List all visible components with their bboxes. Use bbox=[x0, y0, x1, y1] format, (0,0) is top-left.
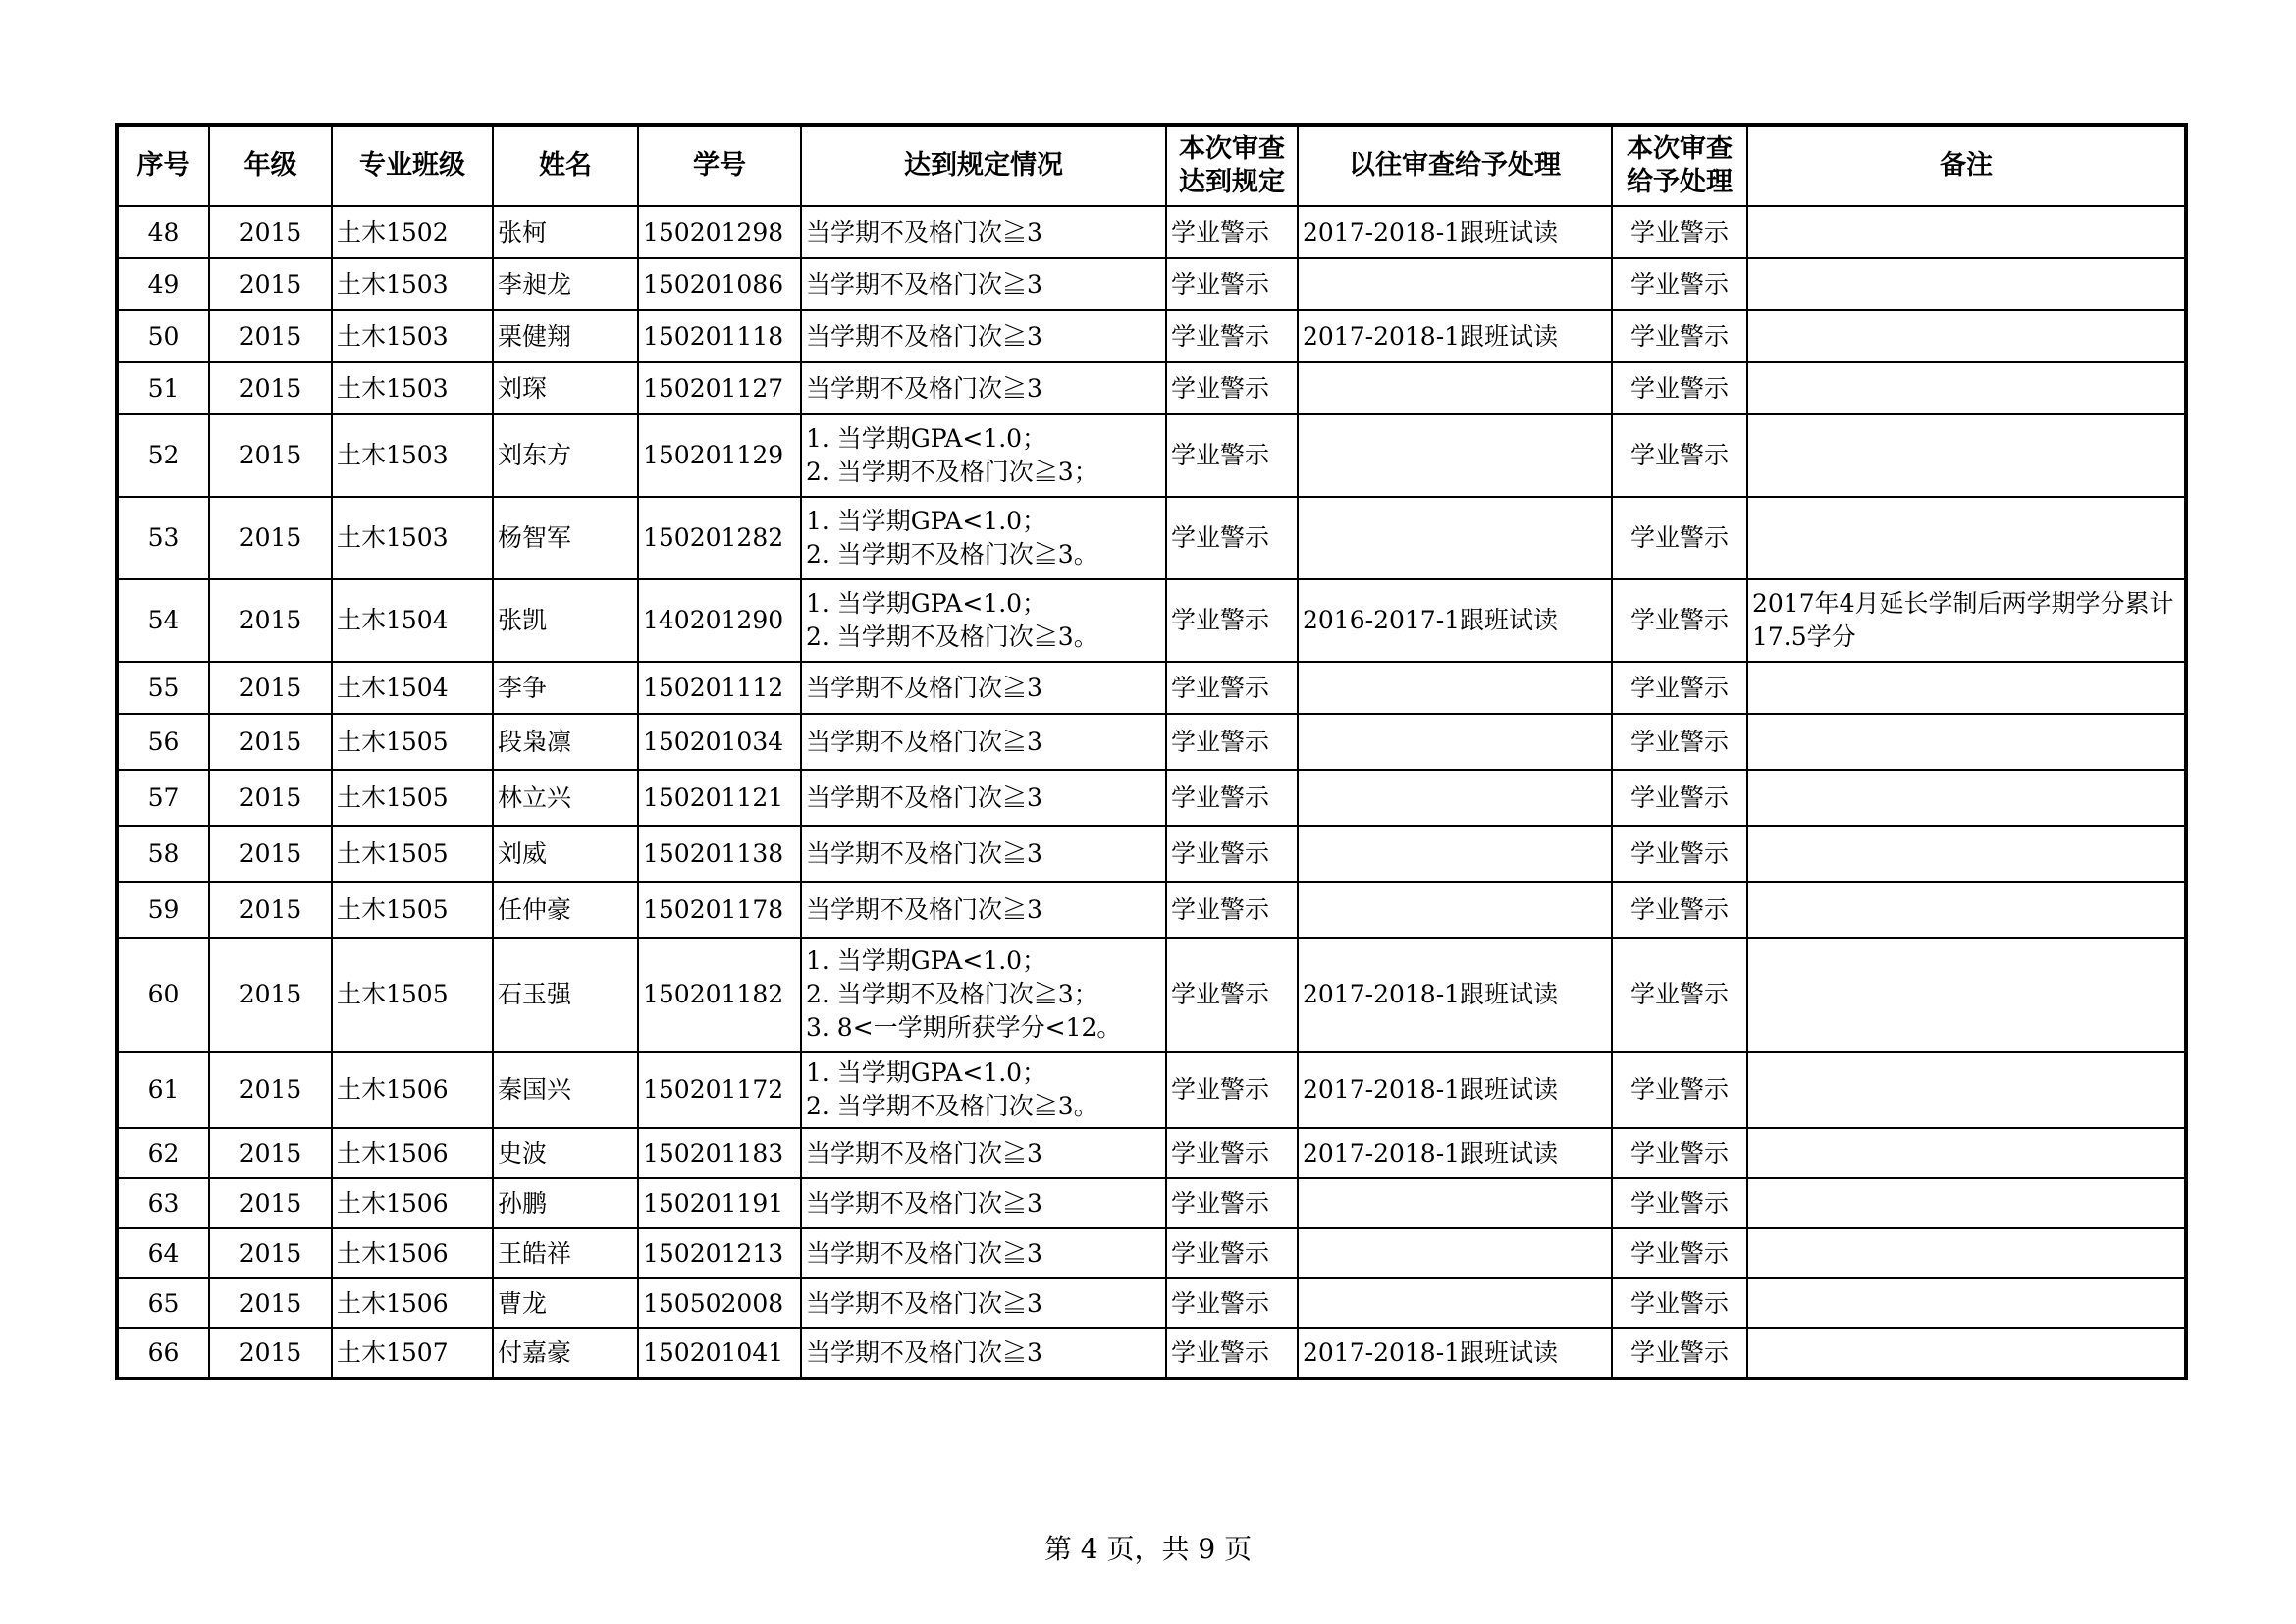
cell-current-action: 学业警示 bbox=[1612, 882, 1747, 938]
cell-current-met: 学业警示 bbox=[1166, 826, 1298, 882]
cell-current-met: 学业警示 bbox=[1166, 206, 1298, 258]
cell-previous-action: 2016-2017-1跟班试读 bbox=[1298, 579, 1612, 662]
cell-name: 张凯 bbox=[493, 579, 638, 662]
table-row bbox=[117, 310, 2186, 362]
table-row bbox=[117, 414, 2186, 497]
header-remarks: 备注 bbox=[1747, 125, 2186, 206]
cell-condition: 1. 当学期GPA<1.0； 2. 当学期不及格门次≧3。 bbox=[801, 1052, 1166, 1128]
cell-name: 刘威 bbox=[493, 826, 638, 882]
cell-remarks bbox=[1747, 414, 2186, 497]
cell-name: 史波 bbox=[493, 1128, 638, 1178]
cell-current-met: 学业警示 bbox=[1166, 258, 1298, 310]
cell-remarks bbox=[1747, 826, 2186, 882]
table-header-row bbox=[117, 125, 2186, 206]
cell-current-met: 学业警示 bbox=[1166, 938, 1298, 1052]
cell-previous-action bbox=[1298, 1278, 1612, 1328]
cell-name: 李争 bbox=[493, 662, 638, 714]
cell-name: 栗健翔 bbox=[493, 310, 638, 362]
cell-previous-action: 2017-2018-1跟班试读 bbox=[1298, 938, 1612, 1052]
cell-name: 王皓祥 bbox=[493, 1228, 638, 1278]
cell-current-met: 学业警示 bbox=[1166, 1328, 1298, 1379]
cell-remarks: 2017年4月延长学制后两学期学分累计17.5学分 bbox=[1747, 579, 2186, 662]
cell-condition: 1. 当学期GPA<1.0； 2. 当学期不及格门次≧3； bbox=[801, 414, 1166, 497]
cell-student-id: 150201213 bbox=[638, 1228, 801, 1278]
cell-student-id: 150201138 bbox=[638, 826, 801, 882]
review-table bbox=[115, 123, 2188, 1380]
cell-remarks bbox=[1747, 1328, 2186, 1379]
cell-class: 土木1505 bbox=[332, 826, 493, 882]
cell-grade: 2015 bbox=[209, 206, 332, 258]
cell-class: 土木1506 bbox=[332, 1128, 493, 1178]
header-class: 专业班级 bbox=[332, 125, 493, 206]
cell-name: 杨智军 bbox=[493, 497, 638, 579]
cell-previous-action bbox=[1298, 770, 1612, 826]
cell-grade: 2015 bbox=[209, 310, 332, 362]
table-row bbox=[117, 206, 2186, 258]
header-student-id: 学号 bbox=[638, 125, 801, 206]
cell-current-action: 学业警示 bbox=[1612, 362, 1747, 414]
cell-current-met: 学业警示 bbox=[1166, 310, 1298, 362]
cell-class: 土木1506 bbox=[332, 1178, 493, 1228]
cell-class: 土木1504 bbox=[332, 662, 493, 714]
cell-index: 50 bbox=[117, 310, 209, 362]
cell-current-met: 学业警示 bbox=[1166, 714, 1298, 770]
cell-student-id: 150201121 bbox=[638, 770, 801, 826]
cell-class: 土木1503 bbox=[332, 310, 493, 362]
cell-class: 土木1502 bbox=[332, 206, 493, 258]
header-current-met: 本次审查 达到规定 bbox=[1166, 125, 1298, 206]
cell-current-met: 学业警示 bbox=[1166, 1228, 1298, 1278]
table-row bbox=[117, 1178, 2186, 1228]
cell-name: 石玉强 bbox=[493, 938, 638, 1052]
cell-index: 57 bbox=[117, 770, 209, 826]
cell-name: 刘琛 bbox=[493, 362, 638, 414]
cell-student-id: 150201298 bbox=[638, 206, 801, 258]
cell-current-met: 学业警示 bbox=[1166, 1178, 1298, 1228]
cell-condition: 当学期不及格门次≧3 bbox=[801, 662, 1166, 714]
table-row bbox=[117, 579, 2186, 662]
cell-remarks bbox=[1747, 310, 2186, 362]
cell-remarks bbox=[1747, 497, 2186, 579]
cell-student-id: 150201127 bbox=[638, 362, 801, 414]
cell-remarks bbox=[1747, 1178, 2186, 1228]
cell-index: 56 bbox=[117, 714, 209, 770]
cell-student-id: 150201282 bbox=[638, 497, 801, 579]
table-row bbox=[117, 1228, 2186, 1278]
cell-name: 段枭凛 bbox=[493, 714, 638, 770]
cell-grade: 2015 bbox=[209, 1278, 332, 1328]
cell-name: 刘东方 bbox=[493, 414, 638, 497]
table-row bbox=[117, 497, 2186, 579]
cell-grade: 2015 bbox=[209, 1052, 332, 1128]
cell-condition: 1. 当学期GPA<1.0； 2. 当学期不及格门次≧3。 bbox=[801, 579, 1166, 662]
cell-previous-action bbox=[1298, 662, 1612, 714]
cell-previous-action bbox=[1298, 826, 1612, 882]
table-row bbox=[117, 1328, 2186, 1379]
cell-name: 李昶龙 bbox=[493, 258, 638, 310]
cell-student-id: 140201290 bbox=[638, 579, 801, 662]
cell-student-id: 150201118 bbox=[638, 310, 801, 362]
cell-student-id: 150201182 bbox=[638, 938, 801, 1052]
cell-index: 61 bbox=[117, 1052, 209, 1128]
table-row bbox=[117, 826, 2186, 882]
cell-condition: 当学期不及格门次≧3 bbox=[801, 362, 1166, 414]
cell-current-action: 学业警示 bbox=[1612, 497, 1747, 579]
cell-condition: 当学期不及格门次≧3 bbox=[801, 1178, 1166, 1228]
cell-student-id: 150201041 bbox=[638, 1328, 801, 1379]
cell-remarks bbox=[1747, 770, 2186, 826]
cell-current-action: 学业警示 bbox=[1612, 1178, 1747, 1228]
header-current-action: 本次审查 给予处理 bbox=[1612, 125, 1747, 206]
cell-remarks bbox=[1747, 938, 2186, 1052]
cell-previous-action: 2017-2018-1跟班试读 bbox=[1298, 1328, 1612, 1379]
cell-previous-action: 2017-2018-1跟班试读 bbox=[1298, 206, 1612, 258]
cell-index: 49 bbox=[117, 258, 209, 310]
cell-current-action: 学业警示 bbox=[1612, 414, 1747, 497]
cell-current-met: 学业警示 bbox=[1166, 1128, 1298, 1178]
cell-index: 52 bbox=[117, 414, 209, 497]
cell-remarks bbox=[1747, 206, 2186, 258]
cell-current-met: 学业警示 bbox=[1166, 770, 1298, 826]
cell-index: 48 bbox=[117, 206, 209, 258]
cell-previous-action bbox=[1298, 714, 1612, 770]
cell-previous-action bbox=[1298, 1228, 1612, 1278]
cell-class: 土木1503 bbox=[332, 497, 493, 579]
table-row bbox=[117, 714, 2186, 770]
cell-grade: 2015 bbox=[209, 414, 332, 497]
cell-current-action: 学业警示 bbox=[1612, 310, 1747, 362]
table-row bbox=[117, 258, 2186, 310]
cell-name: 张柯 bbox=[493, 206, 638, 258]
cell-grade: 2015 bbox=[209, 1128, 332, 1178]
table-row bbox=[117, 1052, 2186, 1128]
cell-class: 土木1503 bbox=[332, 258, 493, 310]
cell-current-action: 学业警示 bbox=[1612, 1278, 1747, 1328]
cell-condition: 1. 当学期GPA<1.0； 2. 当学期不及格门次≧3； 3. 8<一学期所获学分<12。 bbox=[801, 938, 1166, 1052]
cell-previous-action: 2017-2018-1跟班试读 bbox=[1298, 1128, 1612, 1178]
cell-name: 任仲豪 bbox=[493, 882, 638, 938]
header-name: 姓名 bbox=[493, 125, 638, 206]
cell-class: 土木1503 bbox=[332, 414, 493, 497]
cell-previous-action bbox=[1298, 258, 1612, 310]
cell-name: 付嘉豪 bbox=[493, 1328, 638, 1379]
cell-grade: 2015 bbox=[209, 1328, 332, 1379]
cell-current-action: 学业警示 bbox=[1612, 714, 1747, 770]
cell-previous-action bbox=[1298, 414, 1612, 497]
cell-student-id: 150201086 bbox=[638, 258, 801, 310]
cell-current-action: 学业警示 bbox=[1612, 1328, 1747, 1379]
cell-name: 林立兴 bbox=[493, 770, 638, 826]
cell-current-met: 学业警示 bbox=[1166, 1278, 1298, 1328]
cell-index: 58 bbox=[117, 826, 209, 882]
cell-grade: 2015 bbox=[209, 362, 332, 414]
cell-index: 55 bbox=[117, 662, 209, 714]
cell-student-id: 150201172 bbox=[638, 1052, 801, 1128]
header-condition: 达到规定情况 bbox=[801, 125, 1166, 206]
cell-condition: 当学期不及格门次≧3 bbox=[801, 714, 1166, 770]
cell-index: 54 bbox=[117, 579, 209, 662]
cell-current-action: 学业警示 bbox=[1612, 206, 1747, 258]
cell-previous-action: 2017-2018-1跟班试读 bbox=[1298, 310, 1612, 362]
cell-condition: 当学期不及格门次≧3 bbox=[801, 1228, 1166, 1278]
cell-index: 64 bbox=[117, 1228, 209, 1278]
cell-current-action: 学业警示 bbox=[1612, 770, 1747, 826]
cell-remarks bbox=[1747, 258, 2186, 310]
cell-current-action: 学业警示 bbox=[1612, 662, 1747, 714]
cell-condition: 当学期不及格门次≧3 bbox=[801, 770, 1166, 826]
cell-current-met: 学业警示 bbox=[1166, 882, 1298, 938]
cell-class: 土木1506 bbox=[332, 1278, 493, 1328]
cell-index: 51 bbox=[117, 362, 209, 414]
cell-current-action: 学业警示 bbox=[1612, 938, 1747, 1052]
cell-index: 65 bbox=[117, 1278, 209, 1328]
table-row bbox=[117, 882, 2186, 938]
cell-condition: 当学期不及格门次≧3 bbox=[801, 1128, 1166, 1178]
cell-grade: 2015 bbox=[209, 1228, 332, 1278]
cell-index: 63 bbox=[117, 1178, 209, 1228]
cell-index: 66 bbox=[117, 1328, 209, 1379]
cell-grade: 2015 bbox=[209, 882, 332, 938]
page-footer: 第 4 页，共 9 页 bbox=[1043, 1533, 1253, 1565]
cell-student-id: 150502008 bbox=[638, 1278, 801, 1328]
cell-class: 土木1506 bbox=[332, 1228, 493, 1278]
cell-class: 土木1505 bbox=[332, 714, 493, 770]
cell-current-met: 学业警示 bbox=[1166, 1052, 1298, 1128]
cell-index: 53 bbox=[117, 497, 209, 579]
cell-condition: 1. 当学期GPA<1.0； 2. 当学期不及格门次≧3。 bbox=[801, 497, 1166, 579]
cell-student-id: 150201034 bbox=[638, 714, 801, 770]
cell-grade: 2015 bbox=[209, 662, 332, 714]
cell-class: 土木1505 bbox=[332, 770, 493, 826]
cell-class: 土木1503 bbox=[332, 362, 493, 414]
cell-class: 土木1506 bbox=[332, 1052, 493, 1128]
cell-name: 秦国兴 bbox=[493, 1052, 638, 1128]
cell-previous-action: 2017-2018-1跟班试读 bbox=[1298, 1052, 1612, 1128]
cell-remarks bbox=[1747, 882, 2186, 938]
cell-grade: 2015 bbox=[209, 770, 332, 826]
cell-current-action: 学业警示 bbox=[1612, 1052, 1747, 1128]
table-row bbox=[117, 362, 2186, 414]
cell-class: 土木1504 bbox=[332, 579, 493, 662]
cell-remarks bbox=[1747, 1128, 2186, 1178]
cell-remarks bbox=[1747, 1228, 2186, 1278]
cell-condition: 当学期不及格门次≧3 bbox=[801, 826, 1166, 882]
cell-grade: 2015 bbox=[209, 1178, 332, 1228]
cell-student-id: 150201112 bbox=[638, 662, 801, 714]
header-previous-action: 以往审查给予处理 bbox=[1298, 125, 1612, 206]
cell-condition: 当学期不及格门次≧3 bbox=[801, 310, 1166, 362]
table-row bbox=[117, 938, 2186, 1052]
cell-current-met: 学业警示 bbox=[1166, 362, 1298, 414]
cell-student-id: 150201183 bbox=[638, 1128, 801, 1178]
cell-grade: 2015 bbox=[209, 258, 332, 310]
table-row bbox=[117, 1278, 2186, 1328]
cell-class: 土木1507 bbox=[332, 1328, 493, 1379]
cell-name: 曹龙 bbox=[493, 1278, 638, 1328]
cell-current-met: 学业警示 bbox=[1166, 579, 1298, 662]
cell-grade: 2015 bbox=[209, 497, 332, 579]
cell-remarks bbox=[1747, 714, 2186, 770]
cell-remarks bbox=[1747, 1052, 2186, 1128]
cell-previous-action bbox=[1298, 882, 1612, 938]
cell-current-action: 学业警示 bbox=[1612, 1128, 1747, 1178]
cell-index: 62 bbox=[117, 1128, 209, 1178]
cell-condition: 当学期不及格门次≧3 bbox=[801, 258, 1166, 310]
header-grade: 年级 bbox=[209, 125, 332, 206]
cell-class: 土木1505 bbox=[332, 882, 493, 938]
cell-current-action: 学业警示 bbox=[1612, 579, 1747, 662]
cell-current-action: 学业警示 bbox=[1612, 1228, 1747, 1278]
cell-class: 土木1505 bbox=[332, 938, 493, 1052]
cell-current-action: 学业警示 bbox=[1612, 258, 1747, 310]
cell-condition: 当学期不及格门次≧3 bbox=[801, 1278, 1166, 1328]
cell-previous-action bbox=[1298, 1178, 1612, 1228]
cell-name: 孙鹏 bbox=[493, 1178, 638, 1228]
table-row bbox=[117, 662, 2186, 714]
cell-previous-action bbox=[1298, 362, 1612, 414]
cell-remarks bbox=[1747, 1278, 2186, 1328]
cell-student-id: 150201178 bbox=[638, 882, 801, 938]
cell-previous-action bbox=[1298, 497, 1612, 579]
cell-index: 60 bbox=[117, 938, 209, 1052]
cell-current-met: 学业警示 bbox=[1166, 414, 1298, 497]
cell-grade: 2015 bbox=[209, 826, 332, 882]
table-row bbox=[117, 1128, 2186, 1178]
cell-student-id: 150201191 bbox=[638, 1178, 801, 1228]
header-index: 序号 bbox=[117, 125, 209, 206]
cell-grade: 2015 bbox=[209, 579, 332, 662]
cell-grade: 2015 bbox=[209, 714, 332, 770]
cell-current-met: 学业警示 bbox=[1166, 662, 1298, 714]
cell-current-met: 学业警示 bbox=[1166, 497, 1298, 579]
cell-condition: 当学期不及格门次≧3 bbox=[801, 882, 1166, 938]
cell-condition: 当学期不及格门次≧3 bbox=[801, 206, 1166, 258]
cell-remarks bbox=[1747, 662, 2186, 714]
table-body bbox=[117, 206, 2186, 1379]
cell-condition: 当学期不及格门次≧3 bbox=[801, 1328, 1166, 1379]
cell-grade: 2015 bbox=[209, 938, 332, 1052]
cell-remarks bbox=[1747, 362, 2186, 414]
cell-index: 59 bbox=[117, 882, 209, 938]
cell-current-action: 学业警示 bbox=[1612, 826, 1747, 882]
cell-student-id: 150201129 bbox=[638, 414, 801, 497]
table-row bbox=[117, 770, 2186, 826]
